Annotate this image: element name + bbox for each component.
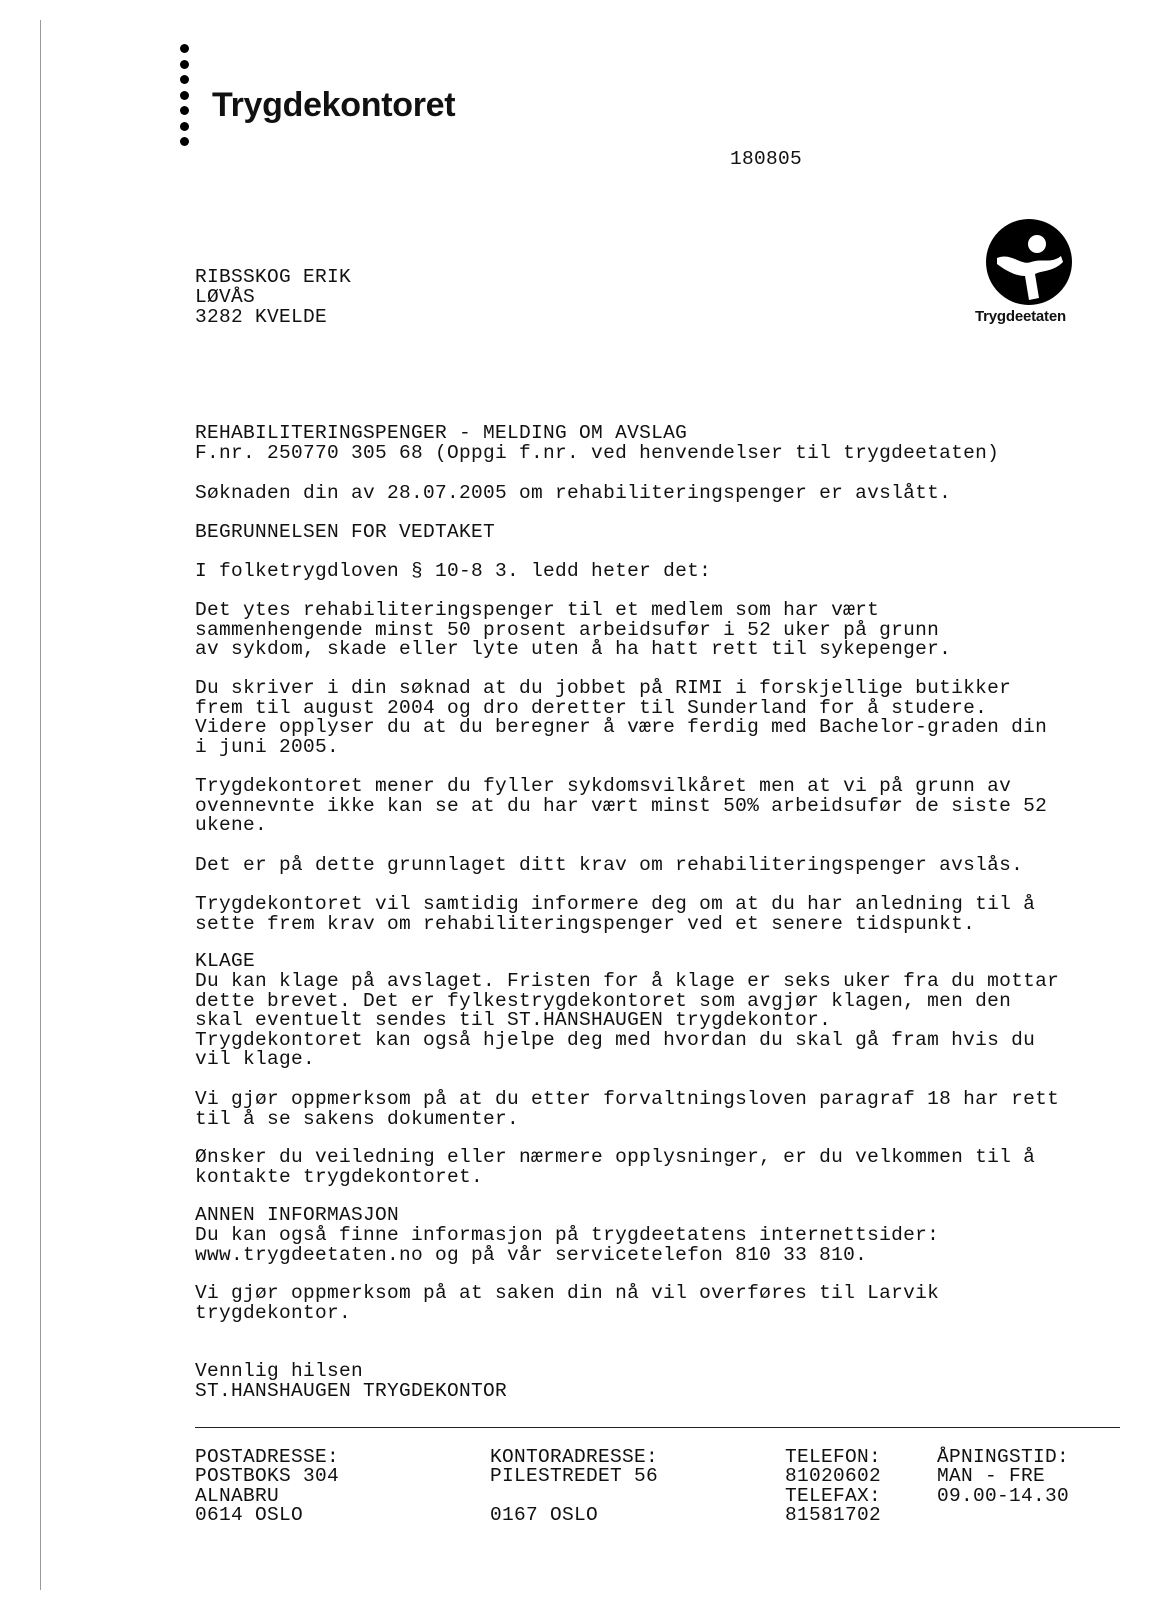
body-paragraph: Søknaden din av 28.07.2005 om rehabiliteringspenger er avslått. — [195, 482, 952, 504]
body-paragraph: Vi gjør oppmerksom på at saken din nå vil overføres til Larvik trygdekontor. — [195, 1282, 940, 1324]
footer-postal-address — [195, 1428, 339, 1526]
footer-opening-hours — [937, 1428, 1069, 1506]
law-quote: Det ytes rehabiliteringspenger til et medlem som har vært sammenhengende minst 50 prosent arbeidsufør i 52 uker på grunn av sykdom, skade eller lyte uten å ha hatt rett til sykepenger. — [195, 599, 952, 660]
closing-greeting: Vennlig hilsen — [195, 1360, 364, 1382]
agency-label: Trygdeetaten — [975, 308, 1066, 325]
letter-subject: REHABILITERINGSPENGER - MELDING OM AVSLAG — [195, 422, 688, 444]
recipient-name: RIBSSKOG ERIK — [195, 266, 352, 288]
body-paragraph: Ønsker du veiledning eller nærmere opplysninger, er du velkommen til å kontakte trygdekontoret. — [195, 1146, 1036, 1188]
fnr-line: F.nr. 250770 305 68 (Oppgi f.nr. ved henvendelser til trygdeetaten) — [195, 442, 1000, 464]
body-paragraph: Vi gjør oppmerksom på at du etter forvaltningsloven paragraf 18 har rett til å se sakens dokumenter. — [195, 1088, 1060, 1130]
footer-phone-lines: 81020602 TELEFAX: 81581702 — [785, 1465, 882, 1526]
footer-postal-heading: POSTADRESSE: — [195, 1445, 340, 1468]
body-paragraph: Det er på dette grunnlaget ditt krav om rehabiliteringspenger avslås. — [195, 854, 1024, 876]
section-heading: BEGRUNNELSEN FOR VEDTAKET — [195, 521, 496, 543]
body-paragraph: Du kan også finne informasjon på trygdeetatens internettsider: www.trygdeetaten.no og på vår servicetelefon 810 33 810. — [195, 1224, 940, 1266]
footer-postal-lines: POSTBOKS 304 ALNABRU 0614 OSLO — [195, 1465, 340, 1526]
body-paragraph: Trygdekontoret mener du fyller sykdomsvilkåret men at vi på grunn av ovennevnte ikke kan se at du har vært minst 50% arbeidsufør de siste 52 ukene. — [195, 775, 1048, 836]
footer-office-lines: PILESTREDET 56 0167 OSLO — [490, 1465, 659, 1526]
letterhead-dots-logo — [180, 44, 190, 153]
footer-phone-heading: TELEFON: — [785, 1445, 882, 1468]
section-heading: KLAGE — [195, 950, 256, 972]
recipient-postal: 3282 KVELDE — [195, 306, 328, 328]
page-margin-line — [40, 20, 41, 1590]
trygdeetaten-emblem-icon — [985, 218, 1073, 306]
body-paragraph: Du skriver i din søknad at du jobbet på RIMI i forskjellige butikker frem til august 2004 og dro deretter til Sunderland for å studere. Videre opplyser du at du beregner å være ferdig med Bachelor-graden din i juni 2005. — [195, 677, 1048, 758]
section-heading: ANNEN INFORMASJON — [195, 1204, 400, 1226]
closing-sender: ST.HANSHAUGEN TRYGDEKONTOR — [195, 1380, 508, 1402]
org-name: Trygdekontoret — [212, 86, 456, 124]
footer-hours-lines: MAN - FRE 09.00-14.30 — [937, 1465, 1070, 1507]
footer-office-heading: KONTORADRESSE: — [490, 1445, 659, 1468]
body-paragraph: Trygdekontoret vil samtidig informere deg om at du har anledning til å sette frem krav om rehabiliteringspenger ved et senere tidspunkt. — [195, 893, 1036, 935]
footer-phone — [785, 1428, 881, 1526]
footer-hours-heading: ÅPNINGSTID: — [937, 1445, 1070, 1468]
body-paragraph: I folketrygdloven § 10-8 3. ledd heter det: — [195, 560, 712, 582]
footer-office-address — [490, 1428, 658, 1526]
body-paragraph: Du kan klage på avslaget. Fristen for å klage er seks uker fra du mottar dette brevet. Det er fylkestrygdekontoret som avgjør klagen, men den skal eventuelt sendes til ST.HANSHAUGEN trygdekontor. Trygdekontoret kan også hjelpe deg med hvordan du skal gå fram hvis du vil klage. — [195, 970, 1060, 1070]
recipient-address: LØVÅS — [195, 286, 256, 308]
reference-number: 180805 — [730, 148, 803, 170]
